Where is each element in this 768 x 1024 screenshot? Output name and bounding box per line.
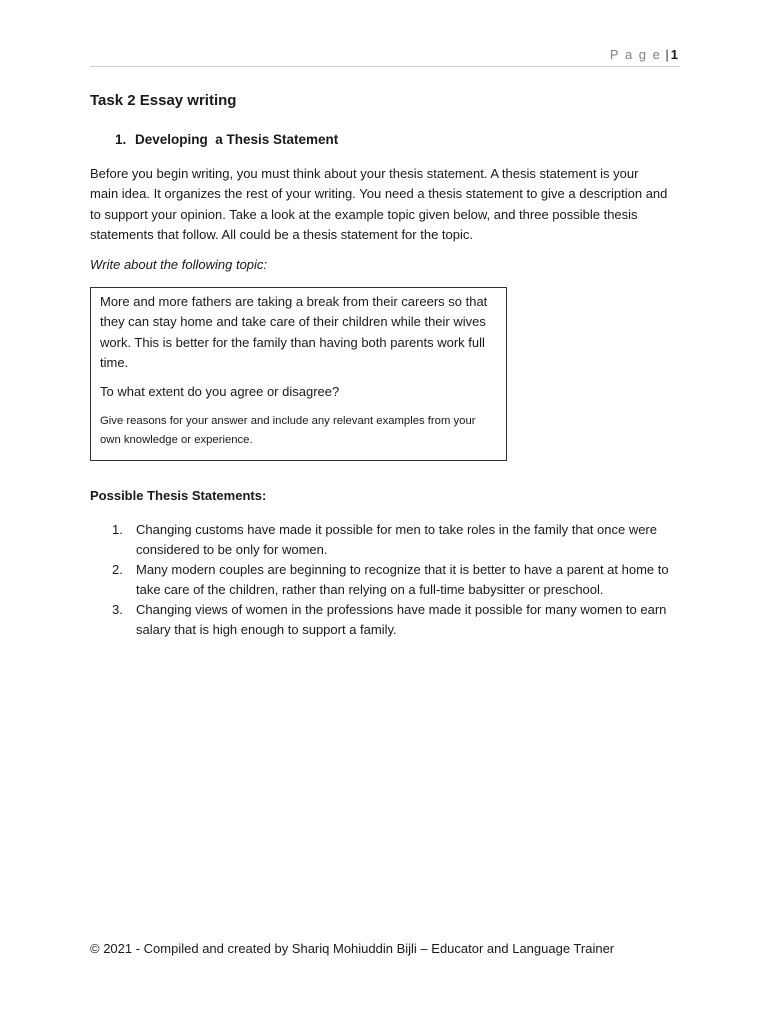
list-item-number: 3. bbox=[112, 602, 123, 617]
list-item-number: 1. bbox=[112, 522, 123, 537]
topic-instruction: Give reasons for your answer and include any relevant examples from your own knowledge or experience. bbox=[100, 415, 476, 447]
list-item bbox=[90, 520, 675, 560]
topic-text: More and more fathers are taking a break from their careers so that they can stay home and take care of their children while their wives work. This is better for the family than having both parents work full time. bbox=[100, 294, 488, 370]
list-item bbox=[90, 600, 675, 640]
list-item-text: Many modern couples are beginning to recognize that it is better to have a parent at home to take care of the children, rather than relying on a full-time babysitter or preschool. bbox=[136, 562, 669, 597]
page-separator: | bbox=[665, 47, 669, 62]
footer-copyright: © 2021 - Compiled and created by Shariq Mohiuddin Bijli – Educator and Language Trainer bbox=[90, 941, 615, 956]
list-item-text: Changing customs have made it possible for men to take roles in the family that once were considered to be only for women. bbox=[136, 522, 657, 557]
page-header bbox=[90, 42, 680, 67]
page-number-value: 1 bbox=[670, 47, 678, 62]
section-title: Developing a Thesis Statement bbox=[135, 132, 339, 147]
page-title: Task 2 Essay writing bbox=[90, 92, 237, 109]
topic-box bbox=[90, 287, 507, 461]
section-heading bbox=[115, 132, 338, 147]
thesis-heading: Possible Thesis Statements: bbox=[90, 488, 267, 503]
thesis-list bbox=[90, 520, 675, 640]
list-item-text: Changing views of women in the professions have made it possible for many women to earn salary that is high enough to support a family. bbox=[136, 602, 667, 637]
topic-question: To what extent do you agree or disagree? bbox=[100, 384, 340, 400]
intro-paragraph: Before you begin writing, you must think about your thesis statement. A thesis statement is your main idea. It organizes the rest of your writing. You need a thesis statement to give a description and to support your opinion. Take a look at the example topic given below, and three possible thesis statements that follow. All could be a thesis statement for the topic. bbox=[90, 166, 668, 242]
list-item-number: 2. bbox=[112, 562, 123, 577]
page-number bbox=[610, 47, 678, 62]
list-item bbox=[90, 560, 675, 600]
topic-prompt: Write about the following topic: bbox=[90, 257, 268, 272]
page-label: P a g e bbox=[609, 47, 662, 62]
section-number: 1. bbox=[115, 132, 127, 147]
